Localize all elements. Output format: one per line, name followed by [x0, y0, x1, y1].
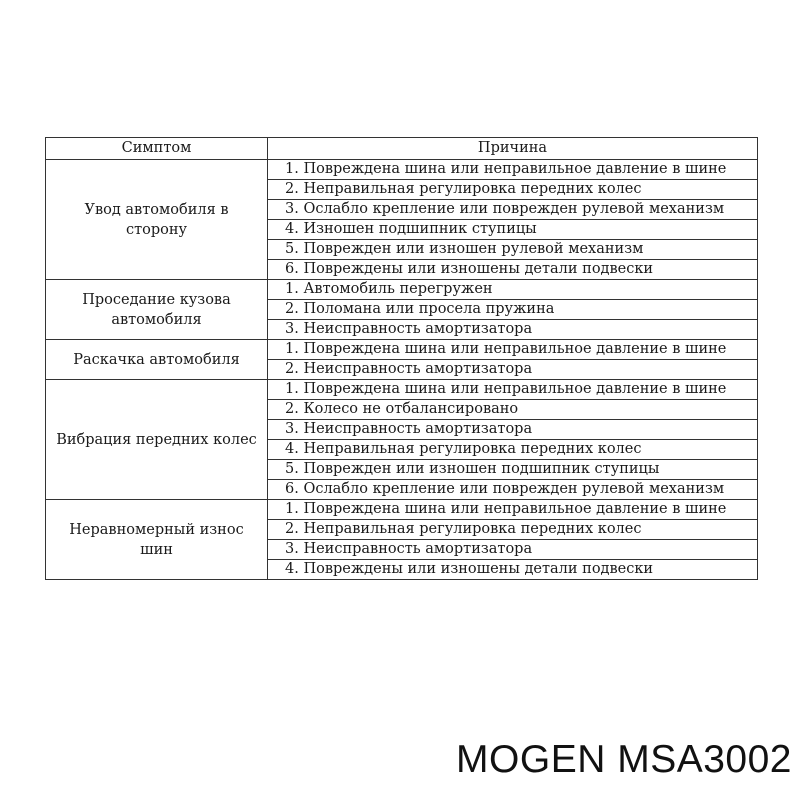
cause-cell: 2. Неисправность амортизатора: [268, 360, 758, 380]
cause-cell: 2. Неправильная регулировка передних колес: [268, 520, 758, 540]
cause-cell: 6. Повреждены или изношены детали подвески: [268, 260, 758, 280]
cause-cell: 3. Ослабло крепление или поврежден рулевой механизм: [268, 200, 758, 220]
cause-cell: 3. Неисправность амортизатора: [268, 420, 758, 440]
table-row: [46, 380, 758, 400]
table-row: [46, 160, 758, 180]
table-row: [46, 280, 758, 300]
symptom-cause-table: [45, 137, 758, 580]
cause-cell: 6. Ослабло крепление или поврежден рулевой механизм: [268, 480, 758, 500]
table-header-row: [46, 138, 758, 160]
header-cause: Причина: [268, 138, 758, 160]
cause-cell: 4. Повреждены или изношены детали подвески: [268, 560, 758, 580]
table-row: [46, 340, 758, 360]
symptom-cell: Раскачка автомобиля: [46, 340, 268, 380]
symptom-cell: Увод автомобиля в сторону: [46, 160, 268, 280]
cause-cell: 1. Повреждена шина или неправильное давление в шине: [268, 380, 758, 400]
cause-cell: 1. Повреждена шина или неправильное давление в шине: [268, 500, 758, 520]
symptom-cell: Неравномерный износ шин: [46, 500, 268, 580]
cause-cell: 5. Поврежден или изношен подшипник ступицы: [268, 460, 758, 480]
cause-cell: 2. Колесо не отбалансировано: [268, 400, 758, 420]
cause-cell: 4. Изношен подшипник ступицы: [268, 220, 758, 240]
header-symptom: Симптом: [46, 138, 268, 160]
symptom-cell: Вибрация передних колес: [46, 380, 268, 500]
brand-caption: MOGEN MSA3002: [456, 738, 792, 781]
table-row: [46, 500, 758, 520]
cause-cell: 2. Поломана или просела пружина: [268, 300, 758, 320]
cause-cell: 1. Автомобиль перегружен: [268, 280, 758, 300]
cause-cell: 1. Повреждена шина или неправильное давление в шине: [268, 340, 758, 360]
cause-cell: 4. Неправильная регулировка передних колес: [268, 440, 758, 460]
cause-cell: 5. Поврежден или изношен рулевой механизм: [268, 240, 758, 260]
cause-cell: 1. Повреждена шина или неправильное давление в шине: [268, 160, 758, 180]
table-body: [46, 160, 758, 580]
cause-cell: 2. Неправильная регулировка передних колес: [268, 180, 758, 200]
cause-cell: 3. Неисправность амортизатора: [268, 320, 758, 340]
symptom-cell: Проседание кузова автомобиля: [46, 280, 268, 340]
cause-cell: 3. Неисправность амортизатора: [268, 540, 758, 560]
